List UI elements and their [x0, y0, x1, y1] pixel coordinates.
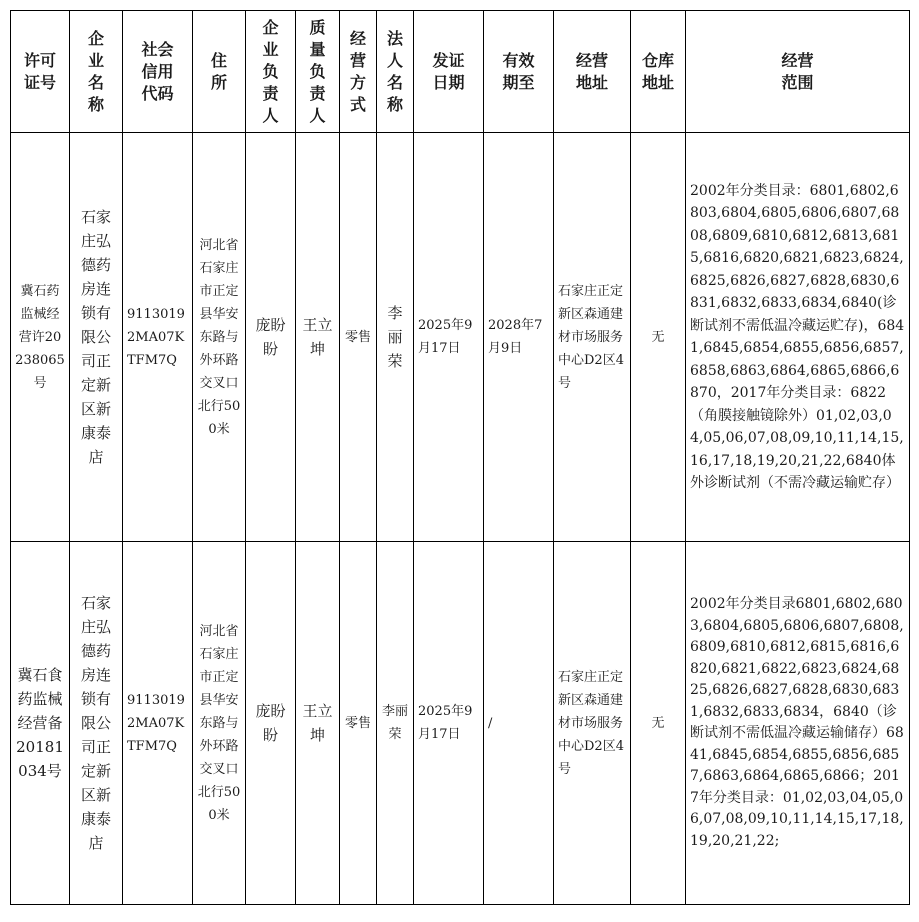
cell-legal-rep: 李丽荣	[377, 542, 414, 905]
header-business-address: 经营地址	[554, 11, 631, 133]
cell-warehouse-address: 无	[631, 133, 686, 542]
cell-address: 河北省石家庄市正定县华安东路与外环路交叉口北行500米	[193, 542, 246, 905]
header-address: 住所	[193, 11, 246, 133]
cell-legal-rep: 李丽荣	[377, 133, 414, 542]
header-row	[11, 11, 910, 133]
cell-license-no: 冀石药监械经营许20238065号	[11, 133, 70, 542]
cell-business-scope: 2002年分类目录6801,6802,6803,6804,6805,6806,6807,6808,6809,6810,6812,6815,6816,6820,6821,6822,6823,6824,6825,6826,6827,6828,6830,6831,6832,6833,6834，6840（诊断试剂不需低温冷藏运输储存）6841,6845,6854,6855,6856,6857,6863,6864,6865,6866；2017年分类目录：01,02,03,04,05,06,07,08,09,10,11,14,15,17,18,19,20,21,22;	[686, 542, 910, 905]
cell-issue-date: 2025年9月17日	[414, 133, 484, 542]
cell-business-mode: 零售	[340, 133, 377, 542]
header-legal-rep: 法人名称	[377, 11, 414, 133]
cell-license-no: 冀石食药监械经营备20181034号	[11, 542, 70, 905]
cell-business-address: 石家庄正定新区森通建材市场服务中心D2区4号	[554, 133, 631, 542]
header-quality-manager: 质量负责人	[296, 11, 340, 133]
cell-credit-code: 91130192MA07KTFM7Q	[123, 133, 193, 542]
cell-valid-until: /	[484, 542, 554, 905]
header-credit-code: 社会信用代码	[123, 11, 193, 133]
cell-person-in-charge: 庞盼盼	[246, 542, 296, 905]
header-license-no: 许可证号	[11, 11, 70, 133]
cell-valid-until: 2028年7月9日	[484, 133, 554, 542]
cell-quality-manager: 王立坤	[296, 542, 340, 905]
header-company-name: 企业名称	[70, 11, 123, 133]
header-warehouse-address: 仓库地址	[631, 11, 686, 133]
cell-business-address: 石家庄正定新区森通建材市场服务中心D2区4号	[554, 542, 631, 905]
header-business-mode: 经营方式	[340, 11, 377, 133]
header-valid-until: 有效期至	[484, 11, 554, 133]
cell-person-in-charge: 庞盼盼	[246, 133, 296, 542]
cell-quality-manager: 王立坤	[296, 133, 340, 542]
cell-address: 河北省石家庄市正定县华安东路与外环路交叉口北行500米	[193, 133, 246, 542]
table-row	[11, 542, 910, 905]
license-table	[10, 10, 910, 905]
header-business-scope: 经营范围	[686, 11, 910, 133]
cell-credit-code: 91130192MA07KTFM7Q	[123, 542, 193, 905]
cell-business-scope: 2002年分类目录：6801,6802,6803,6804,6805,6806,6807,6808,6809,6810,6812,6813,6815,6816,6820,6821,6823,6824,6825,6826,6827,6828,6830,6831,6832,6833,6834,6840(诊断试剂不需低温冷藏运贮存)，6841,6845,6854,6855,6856,6857,6858,6863,6864,6865,6866,6870，2017年分类目录：6822（角膜接触镜除外）01,02,03,04,05,06,07,08,09,10,11,14,15,16,17,18,19,20,21,22,6840体外诊断试剂（不需冷藏运输贮存）	[686, 133, 910, 542]
cell-business-mode: 零售	[340, 542, 377, 905]
header-person-in-charge: 企业负责人	[246, 11, 296, 133]
cell-company-name: 石家庄弘德药房连锁有限公司正定新区新康泰店	[70, 542, 123, 905]
header-issue-date: 发证日期	[414, 11, 484, 133]
cell-warehouse-address: 无	[631, 542, 686, 905]
table-row	[11, 133, 910, 542]
cell-issue-date: 2025年9月17日	[414, 542, 484, 905]
cell-company-name: 石家庄弘德药房连锁有限公司正定新区新康泰店	[70, 133, 123, 542]
